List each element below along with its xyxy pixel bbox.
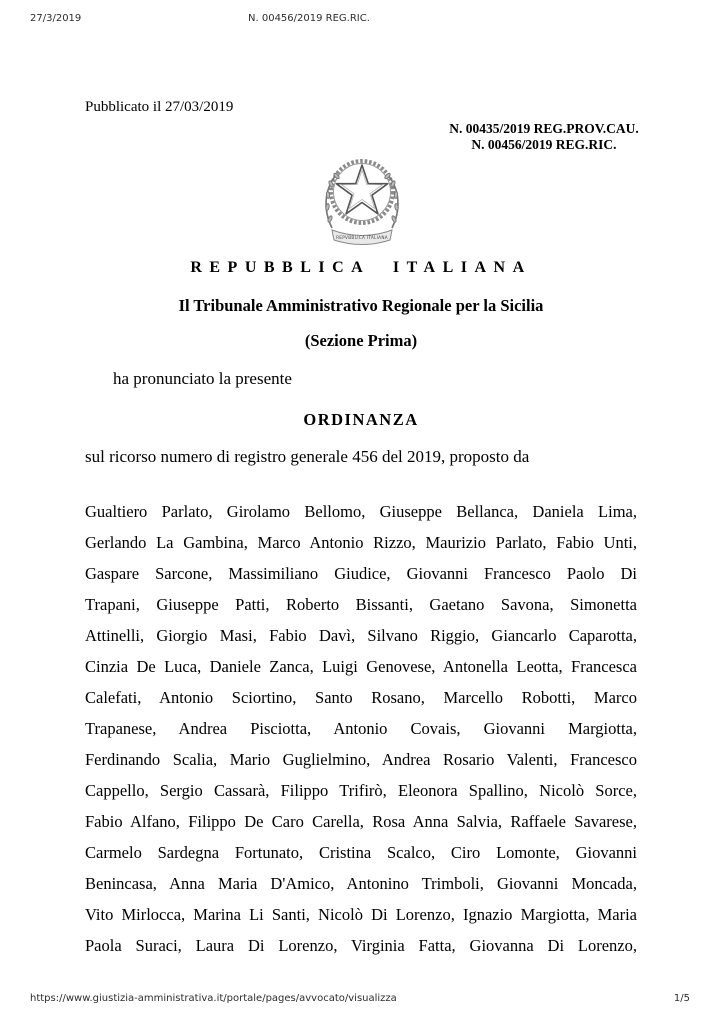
emblem-ribbon-text: REPVBBLICA ITALIANA xyxy=(336,235,388,240)
print-footer-url: https://www.giustizia-amministrativa.it/portale/pages/avvocato/visualizza xyxy=(30,993,397,1004)
applicants-line: Calefati, Antonio Sciortino, Santo Rosano, Marcello Robotti, Marco xyxy=(85,688,637,707)
applicants-line: Ferdinando Scalia, Mario Guglielmino, Andrea Rosario Valenti, Francesco xyxy=(85,750,637,769)
registry-numbers-block xyxy=(446,121,642,152)
print-header-date: 27/3/2019 xyxy=(30,13,82,24)
applicants-line: Benincasa, Anna Maria D'Amico, Antonino Trimboli, Giovanni Moncada, xyxy=(85,874,637,893)
applicants-line: Trapani, Giuseppe Patti, Roberto Bissanti, Gaetano Savona, Simonetta xyxy=(85,595,637,614)
case-number-line: sul ricorso numero di registro generale 456 del 2019, proposto da xyxy=(85,447,530,466)
applicants-line: Gaspare Sarcone, Massimiliano Giudice, Giovanni Francesco Paolo Di xyxy=(85,564,637,583)
applicants-line: Cappello, Sergio Cassarà, Filippo Trifirò, Eleonora Spallino, Nicolò Sorce, xyxy=(85,781,637,800)
published-date-line: Pubblicato il 27/03/2019 xyxy=(85,99,234,115)
applicants-line: Gualtiero Parlato, Girolamo Bellomo, Giuseppe Bellanca, Daniela Lima, xyxy=(85,502,637,521)
applicants-line: Paola Suraci, Laura Di Lorenzo, Virginia Fatta, Giovanna Di Lorenzo, xyxy=(85,936,637,955)
applicants-line: Trapanese, Andrea Pisciotta, Antonio Covais, Giovanni Margiotta, xyxy=(85,719,637,738)
applicants-line: Attinelli, Giorgio Masi, Fabio Davì, Silvano Riggio, Giancarlo Caparotta, xyxy=(85,626,637,645)
applicants-line: Gerlando La Gambina, Marco Antonio Rizzo, Maurizio Parlato, Fabio Unti, xyxy=(85,533,637,552)
registry-number-reg-ric: N. 00456/2019 REG.RIC. xyxy=(471,136,617,152)
applicants-line: Cinzia De Luca, Daniele Zanca, Luigi Genovese, Antonella Leotta, Francesca xyxy=(85,657,637,676)
applicants-line: Vito Mirlocca, Marina Li Santi, Nicolò Di Lorenzo, Ignazio Margiotta, Maria xyxy=(85,905,637,924)
applicants-line: Carmelo Sardegna Fortunato, Cristina Scalco, Ciro Lomonte, Giovanni xyxy=(85,843,637,862)
court-name: Il Tribunale Amministrativo Regionale per la Sicilia xyxy=(178,296,544,315)
court-section: (Sezione Prima) xyxy=(304,331,418,350)
applicants-paragraph xyxy=(85,496,637,961)
italian-republic-emblem-icon xyxy=(317,150,407,248)
republic-title: REPUBBLICA ITALIANA xyxy=(190,259,532,276)
order-title: ORDINANZA xyxy=(303,410,419,429)
pronounce-line: ha pronunciato la presente xyxy=(113,369,292,388)
applicants-line: Fabio Alfano, Filippo De Caro Carella, Rosa Anna Salvia, Raffaele Savarese, xyxy=(85,812,637,831)
print-header-reference: N. 00456/2019 REG.RIC. xyxy=(248,13,370,24)
registry-number-prov-cau: N. 00435/2019 REG.PROV.CAU. xyxy=(449,121,639,136)
print-footer-page-indicator: 1/5 xyxy=(673,993,690,1004)
